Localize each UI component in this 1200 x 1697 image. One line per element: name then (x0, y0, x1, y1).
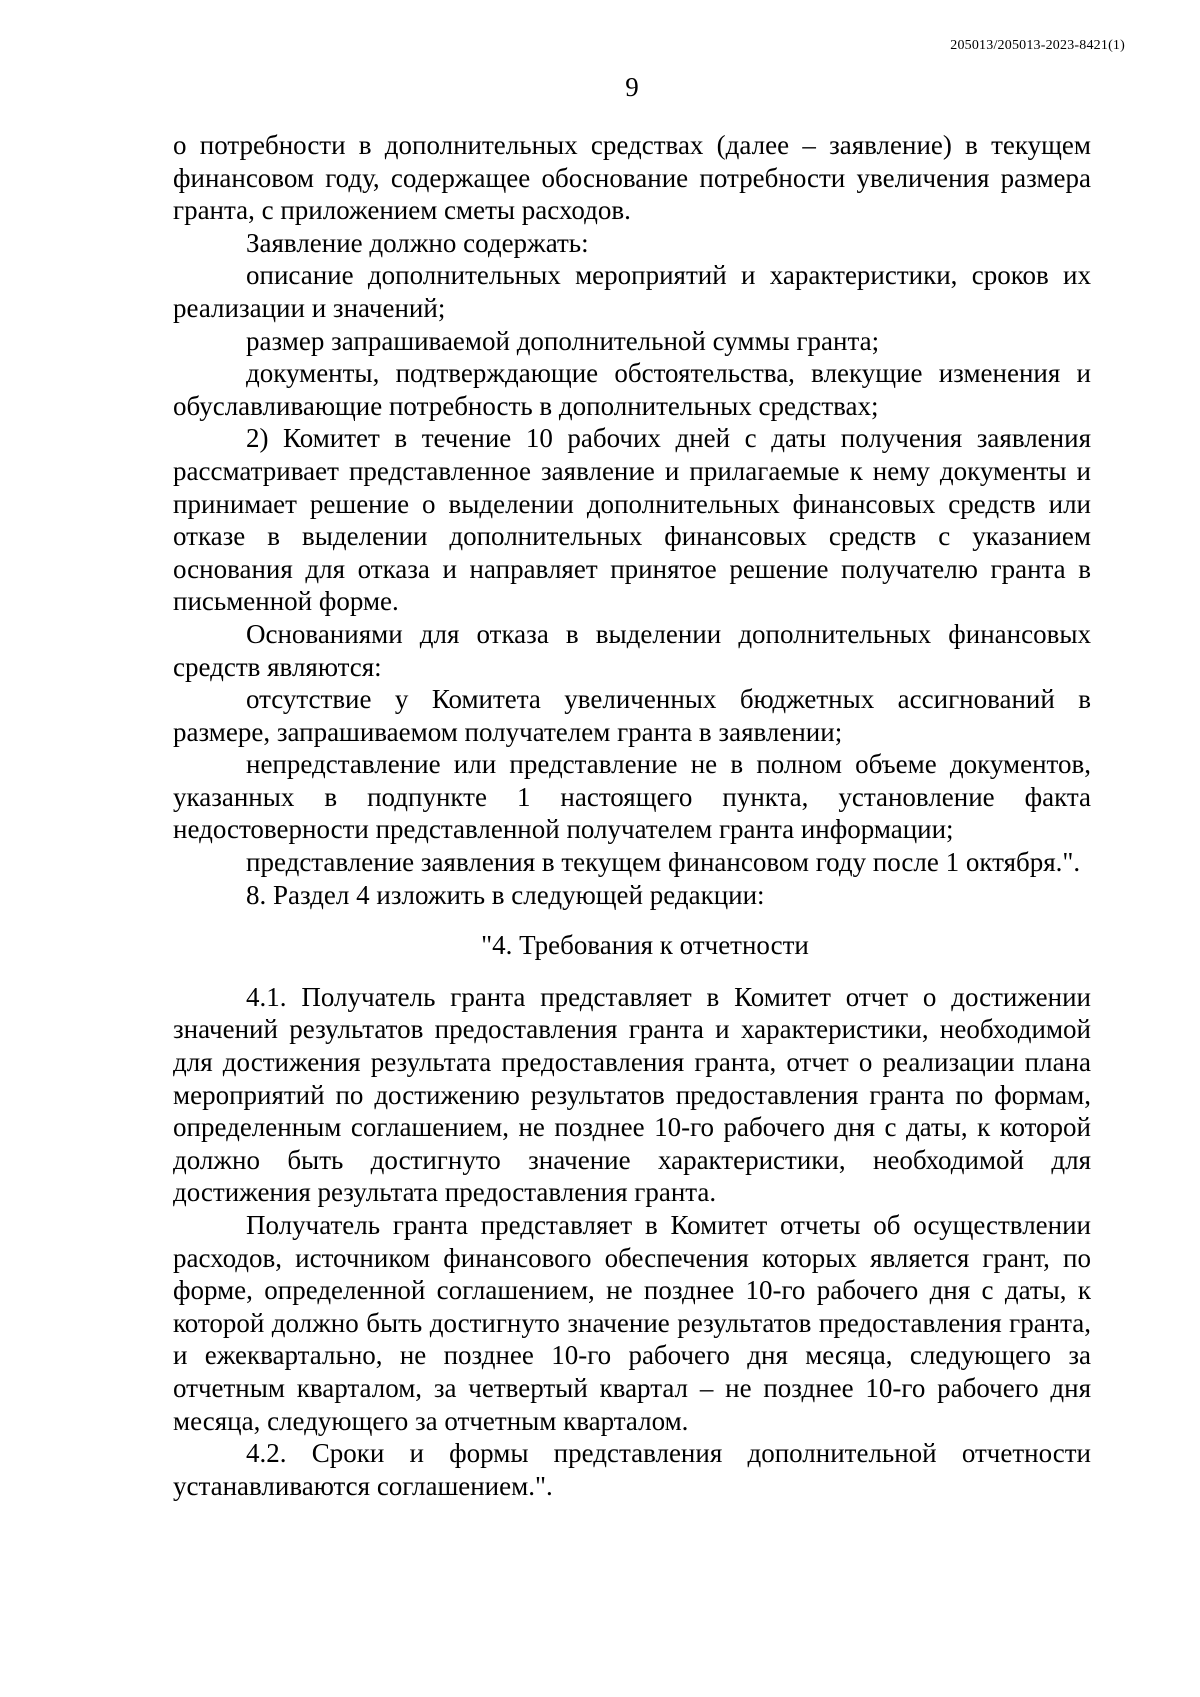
paragraph: 8. Раздел 4 изложить в следующей редакции: (246, 879, 765, 910)
paragraph: 4.2. Сроки и формы представления дополнительной отчетности устанавливаются соглашением.". (173, 1438, 1091, 1501)
paragraph: 2) Комитет в течение 10 рабочих дней с даты получения заявления рассматривает представленное заявление и прилагаемые к нему документы и принимает решение о выделении дополнительных финансовых средств или отказе в выделении дополнительных финансовых средств с указанием основания для отказа и направляет принятое решение получателю гранта в письменной форме. (173, 423, 1091, 617)
paragraph: размер запрашиваемой дополнительной суммы гранта; (246, 325, 880, 356)
document-body (173, 129, 1091, 1502)
paragraph: 4.1. Получатель гранта представляет в Комитет отчет о достижении значений результатов предоставления гранта и характеристики, необходимой для достижения результата предоставления гранта, отчет о реализации плана мероприятий по достижению результатов предоставления гранта по формам, определенным соглашением, не позднее 10-го рабочего дня с даты, к которой должно быть достигнуто значение характеристики, необходимой для достижения результата предоставления гранта. (173, 981, 1091, 1208)
paragraph: отсутствие у Комитета увеличенных бюджетных ассигнований в размере, запрашиваемом получателем гранта в заявлении; (173, 684, 1091, 747)
paragraph: Основаниями для отказа в выделении дополнительных финансовых средств являются: (173, 618, 1091, 682)
paragraph: описание дополнительных мероприятий и характеристики, сроков их реализации и значений; (173, 260, 1091, 323)
paragraph: представление заявления в текущем финансовом году после 1 октября.". (246, 847, 1081, 878)
paragraph-continuation: о потребности в дополнительных средствах (далее – заявление) в текущем финансовом году, содержащее обоснование потребности увеличения размера гранта, с приложением сметы расходов. (173, 130, 1091, 226)
page-number: 9 (625, 72, 639, 102)
section-title: "4. Требования к отчетности (481, 930, 809, 961)
document-id: 205013/205013-2023-8421(1) (950, 38, 1125, 53)
paragraph: Заявление должно содержать: (246, 227, 589, 258)
paragraph: непредставление или представление не в полном объеме документов, указанных в подпункте 1 настоящего пункта, установление факта недостоверности представленной получателем гранта информации; (173, 749, 1091, 845)
paragraph: Получатель гранта представляет в Комитет отчеты об осуществлении расходов, источником финансового обеспечения которых является грант, по форме, определенной соглашением, не позднее 10-го рабочего дня с даты, к которой должно быть достигнуто значение результатов предоставления гранта, и ежеквартально, не позднее 10-го рабочего дня месяца, следующего за отчетным кварталом, за четвертый квартал – не позднее 10-го рабочего дня месяца, следующего за отчетным кварталом. (173, 1210, 1091, 1436)
paragraph: документы, подтверждающие обстоятельства, влекущие изменения и обуславливающие потребность в дополнительных средствах; (173, 358, 1091, 421)
